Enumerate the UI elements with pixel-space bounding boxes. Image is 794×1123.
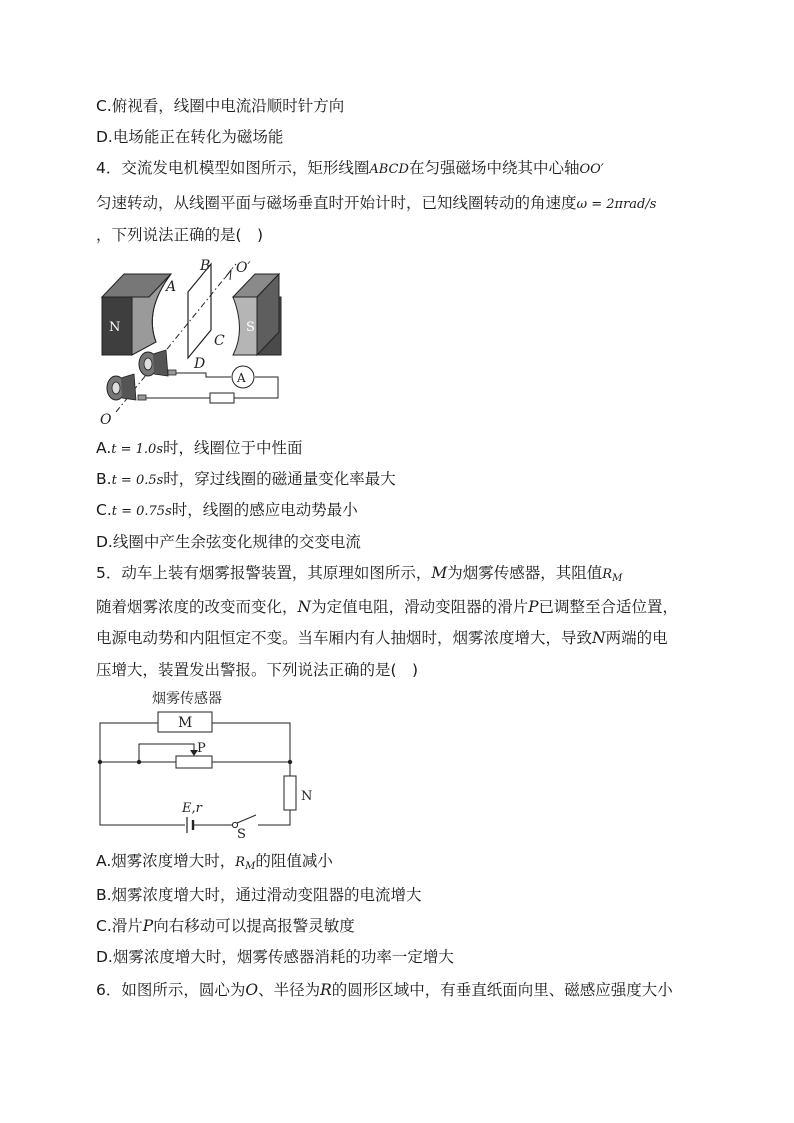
q5-stem-line3 [96, 628, 668, 648]
sensor-title: 烟雾传感器 [152, 691, 222, 707]
switch-s-label: S [237, 827, 246, 842]
q5-stem-text-a: 5．动车上装有烟雾报警装置，其原理如图所示， [96, 564, 432, 582]
brush-1 [168, 370, 176, 375]
label-d: D [194, 356, 206, 372]
q5-option-d: D.烟雾浓度增大时，烟雾传感器消耗的功率一定增大 [96, 948, 454, 966]
q4-option-a-text: 时，线圈位于中性面 [163, 439, 303, 457]
rotation-arrow-icon [225, 270, 231, 280]
q5-stem-line2 [96, 597, 678, 617]
label-o-prime: O′ [236, 260, 251, 276]
q4-stem-text-a: 4．交流发电机模型如图所示，矩形线圈 [96, 159, 370, 177]
q5-option-a-r: R [235, 855, 246, 870]
wire-top [176, 373, 231, 377]
coil-abcd [188, 264, 211, 358]
label-b: B [200, 258, 211, 274]
q4-option-b-time: t = 0.5s [111, 473, 164, 488]
q5-line2-c: 已调整至合适位置， [538, 598, 679, 616]
q6-stem-text-c: 的圆形区域中，有垂直纸面向里、磁感应强度大小 [331, 981, 673, 999]
q5-option-a-r-sub: M [245, 861, 256, 872]
q4-option-c [96, 500, 358, 522]
q4-stem-text-b: 在匀强磁场中绕其中心轴 [408, 159, 580, 177]
q5-line3-a: 电源电动势和内阻恒定不变。当车厢内有人抽烟时，烟雾浓度增大，导致 [96, 629, 593, 647]
wire-left-top [100, 723, 158, 762]
q6-stem-r: R [320, 981, 332, 999]
q4-option-c-text: 时，线圈的感应电动势最小 [171, 501, 358, 519]
q6-stem-o: O [245, 981, 259, 999]
q5-stem-r: R [602, 567, 613, 582]
resistor-n-label: N [301, 789, 313, 804]
q6-stem-text-b: 、半径为 [258, 981, 321, 999]
wire-bottom-right [258, 810, 290, 825]
q4-stem-line1 [96, 158, 604, 180]
q4-option-a-time: t = 1.0s [111, 442, 163, 457]
q5-option-a [96, 851, 333, 877]
slip-ring-2 [107, 374, 136, 400]
q5-stem-line1 [96, 563, 622, 589]
q5-option-c-p: P [142, 917, 154, 935]
node-right [288, 760, 292, 764]
q4-generator-figure [96, 252, 296, 427]
sensor-m-label: M [178, 715, 193, 731]
q4-stem-text-c: 匀速转动，从线圈平面与磁场垂直时开始计时，已知线圈转动的角速度 [96, 194, 577, 212]
q4-option-c-time: t = 0.75s [111, 504, 172, 519]
q4-option-b [96, 469, 396, 491]
q3-option-c: C.俯视看，线圈中电流沿顺时针方向 [96, 97, 345, 115]
n-magnet [102, 274, 171, 355]
q4-omega: ω = 2πrad/s [576, 197, 657, 212]
slip-ring-1 [139, 350, 168, 376]
label-o: O [100, 412, 112, 428]
q3-option-d: D.电场能正在转化为磁场能 [96, 128, 284, 146]
resistor [210, 393, 234, 403]
q4-option-a [96, 438, 303, 460]
node-slider [137, 760, 141, 764]
resistor-n [284, 776, 296, 810]
q5-option-a-text: 的阻值减小 [255, 852, 333, 870]
q6-stem-text-a: 6．如图所示，圆心为 [96, 981, 246, 999]
s-magnet [233, 274, 281, 355]
n-pole-label: N [109, 320, 121, 335]
q5-circuit-figure [96, 686, 313, 842]
q4-option-b-prefix: B. [96, 470, 112, 488]
q4-stem-line2 [96, 193, 656, 215]
q4-coil-label: ABCD [369, 162, 409, 177]
q5-option-c [96, 916, 355, 936]
slider-p-label: P [197, 741, 206, 756]
q5-stem-m: M [431, 564, 448, 582]
q5-line3-n: N [592, 629, 606, 647]
q4-option-c-prefix: C. [96, 501, 112, 519]
q5-line2-b: 为定值电阻，滑动变阻器的滑片 [311, 598, 529, 616]
q5-line2-n: N [297, 598, 312, 616]
q4-option-b-text: 时，穿过线圈的磁通量变化率最大 [163, 470, 396, 488]
q5-option-b: B.烟雾浓度增大时，通过滑动变阻器的电流增大 [96, 886, 422, 904]
q5-line2-p: P [528, 598, 539, 616]
label-a: A [166, 279, 177, 295]
ammeter-label: A [237, 371, 246, 385]
q4-option-d: D.线圈中产生余弦变化规律的交变电流 [96, 533, 361, 551]
q4-axis-label: OO′ [579, 162, 604, 177]
wire-right-top [212, 723, 290, 776]
q5-line2-a: 随着烟雾浓度的改变而变化， [96, 598, 298, 616]
brush-2 [138, 395, 146, 400]
q5-stem-text-b: 为烟雾传感器，其阻值 [447, 564, 603, 582]
wire-bottom-left [100, 762, 185, 825]
battery-label: E,r [182, 801, 202, 816]
label-c: C [214, 333, 225, 349]
switch-blade [237, 815, 256, 823]
rheostat [176, 756, 212, 768]
q5-stem-line4: 压增大，装置发出警报。下列说法正确的是( ) [96, 661, 419, 679]
q4-option-a-prefix: A. [96, 439, 112, 457]
s-pole-label: S [246, 320, 255, 335]
q5-option-a-prefix: A.烟雾浓度增大时， [96, 852, 236, 870]
q5-option-c-text: 向右移动可以提高报警灵敏度 [153, 917, 355, 935]
q4-stem-line3: ，下列说法正确的是( ) [96, 226, 264, 244]
q5-stem-r-sub: M [612, 573, 623, 584]
q6-stem-line1 [96, 980, 673, 1000]
q5-option-c-prefix: C.滑片 [96, 917, 143, 935]
q5-line3-b: 两端的电 [605, 629, 668, 647]
